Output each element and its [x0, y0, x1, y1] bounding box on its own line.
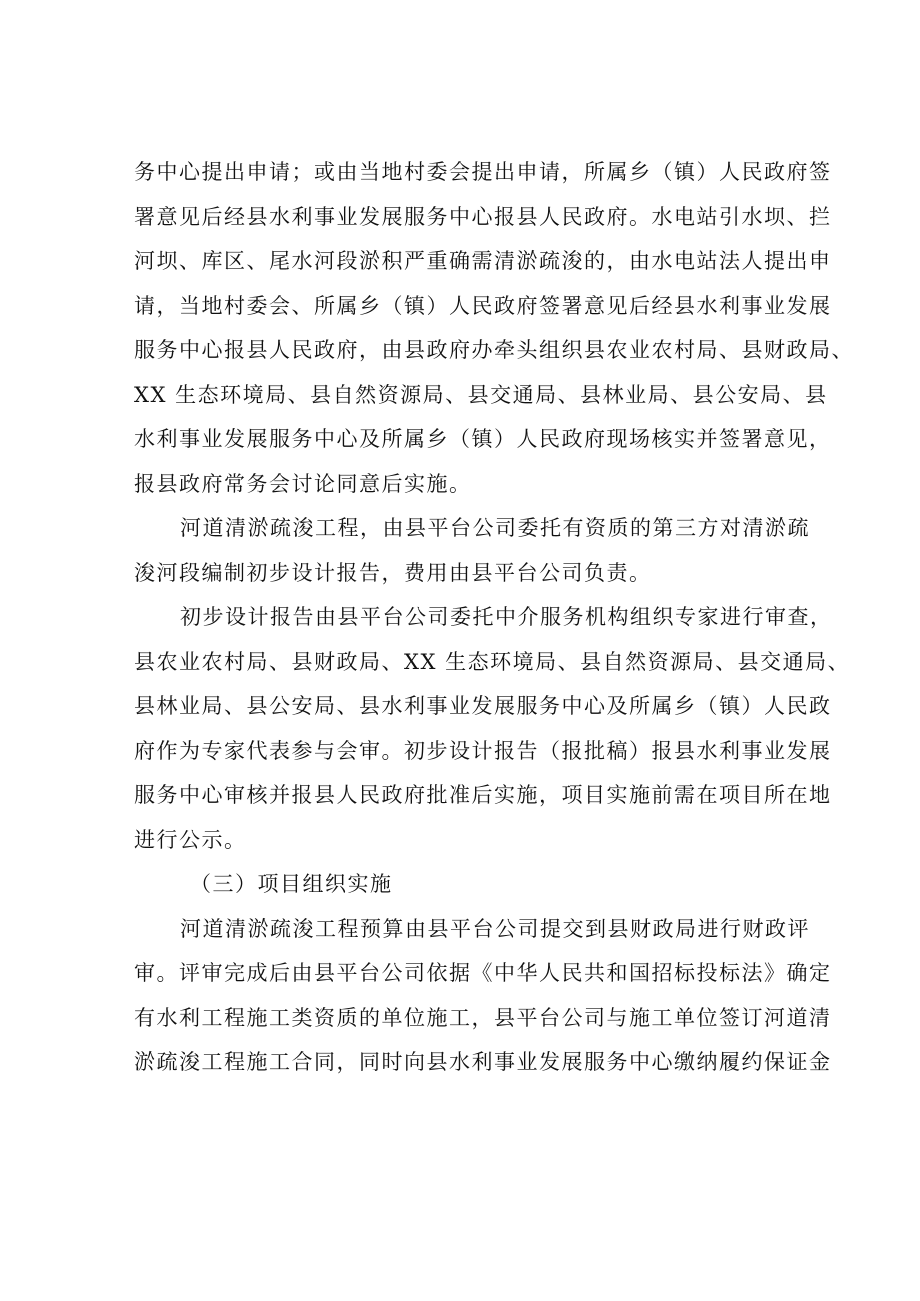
body-line: 进行公示。 — [134, 827, 247, 852]
body-line: XX 生态环境局、县自然资源局、县交通局、县林业局、县公安局、县 — [134, 382, 828, 407]
body-line: 请，当地村委会、所属乡（镇）人民政府签署意见后经县水利事业发展 — [134, 293, 832, 318]
body-line: 务中心提出申请；或由当地村委会提出申请，所属乡（镇）人民政府签 — [134, 160, 832, 184]
section-heading: （三）项目组织实施 — [190, 872, 393, 896]
paragraph-start-line: 初步设计报告由县平台公司委托中介服务机构组织专家进行审查， — [180, 605, 833, 629]
body-line: 报县政府常务会讨论同意后实施。 — [134, 471, 472, 496]
body-line: 审。评审完成后由县平台公司依据《中华人民共和国招标投标法》确定 — [134, 961, 832, 985]
body-line: 水利事业发展服务中心及所属乡（镇）人民政府现场核实并签署意见， — [134, 427, 832, 451]
body-line: 浚河段编制初步设计报告，费用由县平台公司负责。 — [134, 560, 652, 585]
body-line: 县林业局、县公安局、县水利事业发展服务中心及所属乡（镇）人民政 — [134, 694, 832, 718]
body-line: 县农业农村局、县财政局、XX 生态环境局、县自然资源局、县交通局、 — [134, 649, 851, 674]
body-line: 服务中心审核并报县人民政府批准后实施，项目实施前需在项目所在地 — [134, 783, 832, 807]
body-line: 河坝、库区、尾水河段淤积严重确需清淤疏浚的，由水电站法人提出申 — [134, 249, 832, 273]
document-body — [134, 150, 854, 1085]
paragraph-start-line: 河道清淤疏浚工程预算由县平台公司提交到县财政局进行财政评 — [180, 916, 810, 941]
body-line: 有水利工程施工类资质的单位施工，县平台公司与施工单位签订河道清 — [134, 1005, 832, 1030]
paragraph-start-line: 河道清淤疏浚工程，由县平台公司委托有资质的第三方对清淤疏 — [180, 516, 810, 540]
body-line: 淤疏浚工程施工合同，同时向县水利事业发展服务中心缴纳履约保证金 — [134, 1050, 832, 1074]
body-line: 服务中心报县人民政府，由县政府办牵头组织县农业农村局、县财政局、 — [134, 338, 854, 362]
body-line: 府作为专家代表参与会审。初步设计报告（报批稿）报县水利事业发展 — [134, 738, 832, 763]
body-line: 署意见后经县水利事业发展服务中心报县人民政府。水电站引水坝、拦 — [134, 204, 832, 229]
